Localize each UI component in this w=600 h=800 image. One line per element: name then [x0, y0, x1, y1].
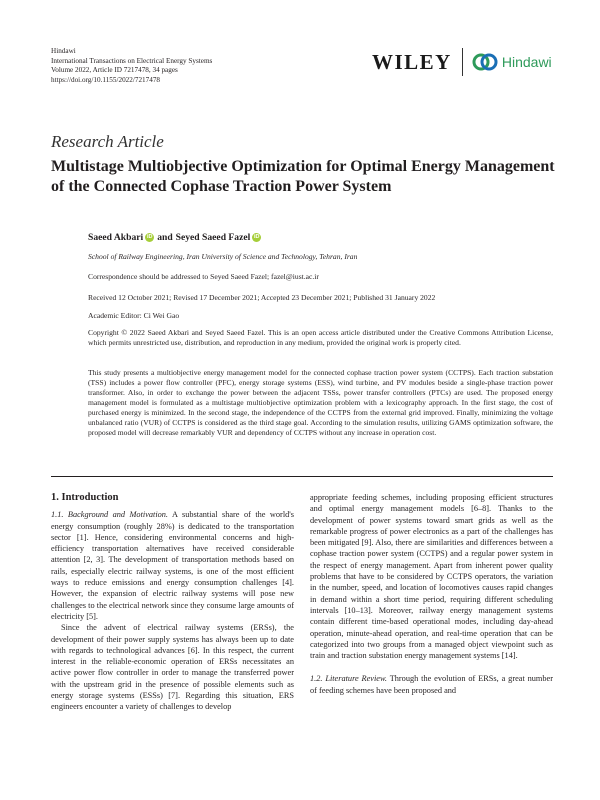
- paragraph-text: A substantial share of the world's energy consumption (roughly 28%) is dedicated to the transportation sector [1]. Hence, considering environmental concerns and high-efficiency transportation alternatives have received considerable attention [2, 3]. The development of transportation methods based on rails, especially electric railway systems, is one of the most efficient ways to reduce emissions and energy consumption challenges [4]. However, the expansion of electric railway systems will pose new challenges to the electrical network since they consume large amounts of electricity [5].: [51, 510, 295, 621]
- journal-header: [51, 47, 212, 85]
- section-divider: [51, 476, 553, 477]
- column-right: [310, 492, 553, 696]
- doi-link[interactable]: https://doi.org/10.1155/2022/7217478: [51, 75, 161, 84]
- volume-line: Volume 2022, Article ID 7217478, 34 pages: [51, 66, 178, 75]
- author-name[interactable]: Saeed Akbari: [88, 232, 144, 243]
- hindawi-wordmark: Hindawi: [501, 54, 552, 70]
- article-type: Research Article: [51, 132, 164, 151]
- orcid-icon[interactable]: iD: [254, 234, 260, 240]
- publisher-logo: [372, 47, 552, 77]
- subsection-heading: 1.1. Background and Motivation.: [51, 510, 169, 520]
- orcid-icon[interactable]: iD: [146, 234, 153, 240]
- article-title: Multistage Multiobjective Optimization for Optimal Energy Management of the Connected Cophase Traction Power System: [51, 158, 555, 195]
- body-paragraph: appropriate feeding schemes, including proposing efficient structures and optimal energy management models [6–8]. Thanks to the development of power systems toward smart grids as well as the remarkable progress of power electronics as a part of the challenges has been mitigated [9]. Also, there are similarities and differences between a cophase traction power system (CCTPS) and a regular power system in the respect of energy management. Apart from inherent power quality problems that have to be considered by CCTPS operators, the variation in the number, speed, and location of locomotives causes rapid changes in demand within a short time period, requiring different scheduling intervals [10–13]. Moreover, railway energy management systems contain different time-based operational modes, including day-ahead operation, minute-ahead operation, and real-time operation that can be categorized into two groups from a managed object viewpoint such as train and traction substation energy management systems [14].: [310, 493, 553, 661]
- journal-name: International Transactions on Electrical Energy Systems: [51, 56, 213, 65]
- academic-editor: Academic Editor: Ci Wei Gao: [88, 311, 180, 320]
- abstract: This study presents a multiobjective energy management model for the connected cophase traction power system (CCTPS). Each traction substation (TSS) includes a power flow controller (PFC), energy storage systems (ESS), wind turbine, and PV modules beside a single-phase traction power transformer. Also, in order to exchange the power between the adjacent TSSs, power transfer controllers (PTCs) are used. The proposed energy management model is formulated as a multistage multiobjective optimization problem with a lexicography approach. In the first stage, the cost of purchased energy is minimized. In the second stage, the independence of the CCTPS from the external grid improved. Finally, minimizing the voltage unbalanced ratio (VUR) of CCTPS is considered as the third stage goal. According to the simulation results, utilizing GAMS optimization software, the proposed model will decrease remarkably VUR and dependency of CCTPS without any increase in operation cost.: [88, 368, 553, 437]
- author-connector: and: [157, 232, 173, 243]
- affiliation: School of Railway Engineering, Iran University of Science and Technology, Tehran, Iran: [88, 252, 358, 261]
- author-name[interactable]: Seyed Saeed Fazel: [175, 232, 251, 243]
- paragraph-text: Through the evolution of ERSs, a great number of feeding schemes have been proposed and: [310, 674, 553, 695]
- publisher-name: Hindawi: [51, 47, 76, 55]
- body-paragraph: Since the advent of electrical railway systems (ERSs), the development of their power supply systems has always been up to date with regards to technological advances [6]. In this respect, the current interest in the reliable-economic operation of ERSs necessitates an active power flow controller in order to manage the transferred power with the upstream grid in the presence of possible elements such as energy storage systems (ESSs) [7]. Regarding this situation, ERS engineers encounter a variety of challenges to develop: [51, 623, 294, 712]
- publication-dates: Received 12 October 2021; Revised 17 December 2021; Accepted 23 December 2021; Published 31 January 2022: [88, 293, 436, 302]
- wiley-wordmark: WILEY: [372, 49, 452, 74]
- copyright-notice: Copyright © 2022 Saeed Akbari and Seyed Saeed Fazel. This is an open access article distributed under the Creative Commons Attribution License, which permits unrestricted use, distribution, and reproduction in any medium, provided the original work is properly cited.: [88, 328, 553, 347]
- author-line: [88, 232, 264, 243]
- body-paragraph: [51, 509, 294, 622]
- logo-divider: [462, 48, 463, 76]
- paragraph-gap: [310, 661, 553, 673]
- body-paragraph: [310, 673, 553, 696]
- subsection-heading: 1.2. Literature Review.: [310, 674, 387, 684]
- hindawi-logo-icon: [472, 51, 498, 73]
- correspondence: Correspondence should be addressed to Seyed Saeed Fazel; fazel@iust.ac.ir: [88, 272, 319, 281]
- column-left: [51, 492, 294, 713]
- section-heading: 1. Introduction: [51, 492, 119, 503]
